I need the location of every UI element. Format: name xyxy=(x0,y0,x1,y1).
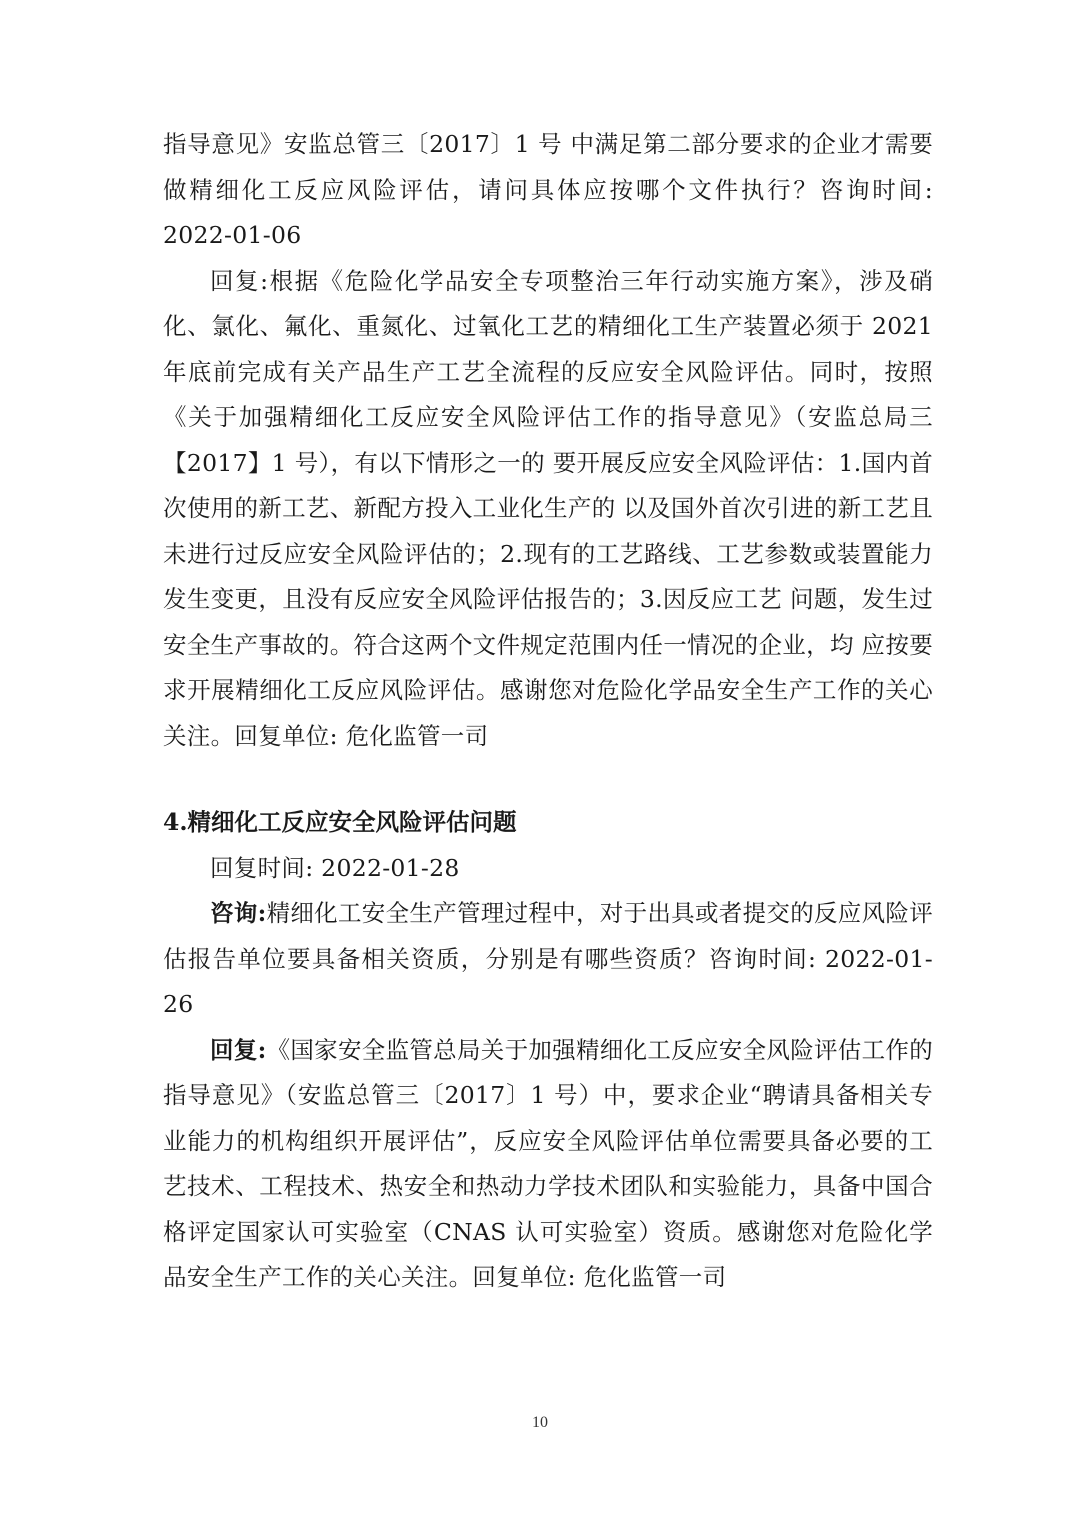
question-text: 精细化工安全生产管理过程中，对于出具或者提交的反应风险评估报告单位要具备相关资质，分别是有哪些资质？咨询时间: 2022-01-26 xyxy=(163,899,933,1018)
answer-text: 《国家安全监管总局关于加强精细化工反应安全风险评估工作的指导意见》（安监总管三〔2017〕1 号）中，要求企业“聘请具备相关专业能力的机构组织开展评估”，反应安全风险评估单位需要具备必要的工艺技术、工程技术、热安全和热动力学技术团队和实验能力，具备中国合格评定国家认可实验室（CNAS 认可实验室）资质。感谢您对危险化学品安全生产工作的关心关注。回复单位: 危化监管一司 xyxy=(163,1035,933,1291)
reply-paragraph: 回复:根据《危险化学品安全专项整治三年行动实施方案》，涉及硝化、氯化、氟化、重氮化、过氧化工艺的精细化工生产装置必须于 2021 年底前完成有关产品生产工艺全流程的反应安全风险评估。同时，按照《关于加强精细化工反应安全风险评估工作的指导意见》（安监总局三 【2017】1 号），有以下情形之一的 要开展反应安全风险评估：1.国内首次使用的新工艺、新配方投入工业化生产的 以及国外首次引进的新工艺且未进行过反应安全风险评估的；2.现有的工艺路线、工艺参数或装置能力发生变更，且没有反应安全风险评估报告的；3.因反应工艺 问题，发生过安全生产事故的。符合这两个文件规定范围内任一情况的企业，均 应按要求开展精细化工反应风险评估。感谢您对危险化学品安全生产工作的关心 关注。回复单位: 危化监管一司 xyxy=(163,266,933,750)
reply-time: 回复时间: 2022-01-28 xyxy=(210,853,460,882)
answer-label: 回复: xyxy=(210,1035,267,1064)
question-paragraph xyxy=(163,891,933,1028)
question-label: 咨询: xyxy=(210,899,267,927)
page-content xyxy=(163,122,933,1301)
answer-paragraph xyxy=(163,1028,933,1301)
question-continuation-paragraph: 指导意见》安监总管三〔2017〕1 号 中满足第二部分要求的企业才需要做精细化工反应风险评估，请问具体应按哪个文件执行？咨询时间: 2022-01-06 xyxy=(163,130,933,249)
page-number: 10 xyxy=(532,1414,548,1431)
section-heading: 4.精细化工反应安全风险评估问题 xyxy=(163,808,517,836)
